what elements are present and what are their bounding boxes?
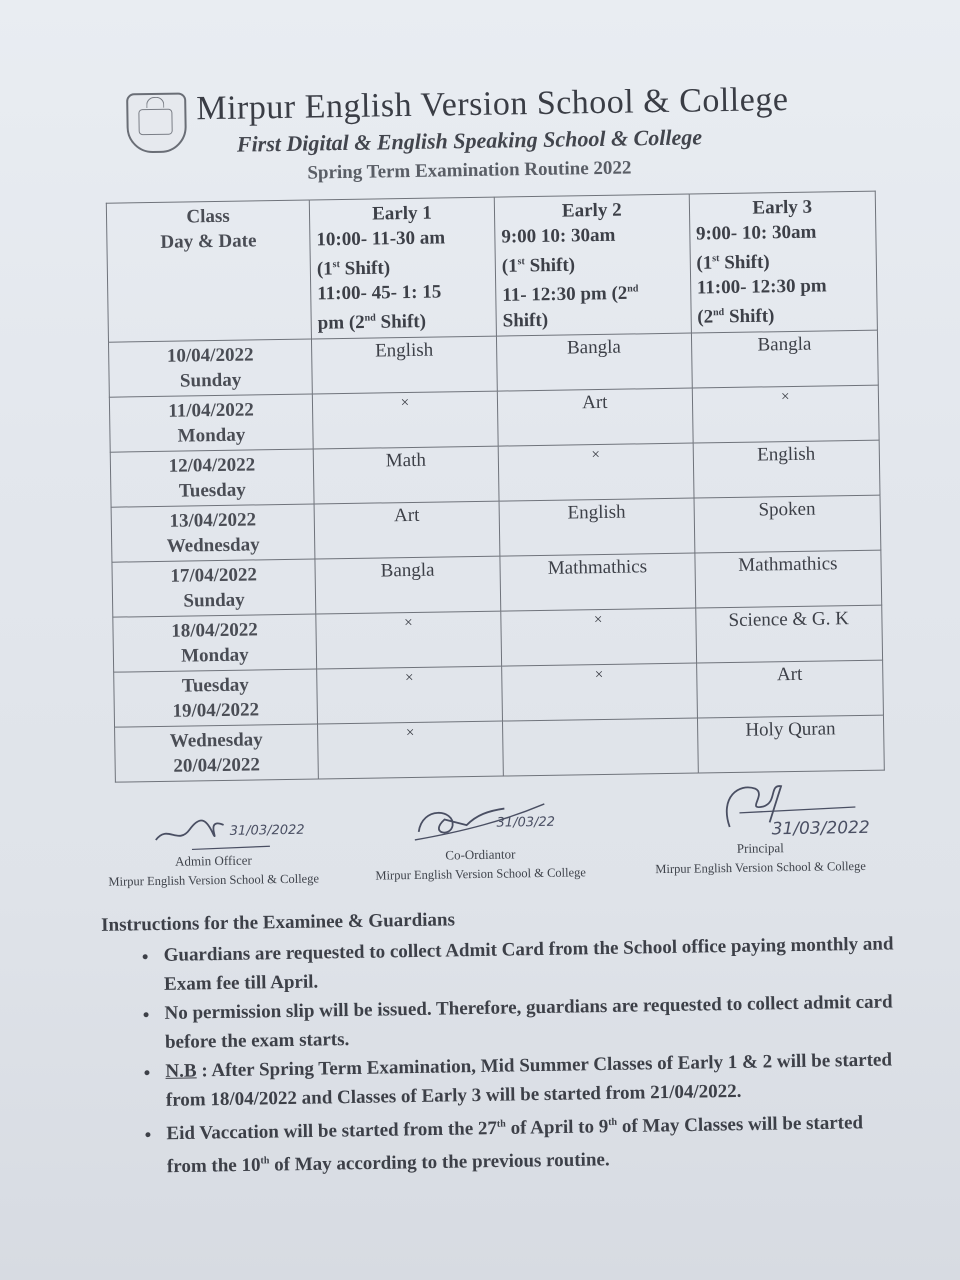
column-title: Early 3: [752, 196, 813, 219]
time-line: (2: [697, 306, 714, 329]
nb-label: N.B: [165, 1060, 197, 1082]
no-exam-cell: ×: [317, 666, 503, 724]
admin-officer-signature: [107, 803, 319, 889]
time-line: 9:00- 10: 30am: [695, 221, 817, 245]
time-line: Shift): [719, 251, 770, 274]
time-line: Shift): [724, 305, 775, 328]
time-sup: st: [517, 256, 525, 268]
document-header: [88, 75, 890, 203]
handwritten-signature-icon: [404, 789, 555, 847]
subject-cell: Mathmathics: [500, 553, 696, 611]
no-exam-cell: ×: [318, 721, 504, 779]
eid-text: Eid Vaccation will be started from the 27: [166, 1117, 498, 1144]
signature-area: [99, 780, 901, 903]
signer-role: Admin Officer: [174, 852, 252, 869]
time-sup: st: [332, 259, 340, 271]
list-item: [162, 1103, 905, 1181]
day-date-cell: [113, 614, 317, 672]
school-name: Mirpur English Version School & College: [196, 81, 789, 128]
time-sup: st: [712, 253, 720, 265]
time-sup: nd: [364, 312, 376, 325]
signature-date: 31/03/2022: [771, 817, 871, 840]
column-header-early-2: [494, 194, 691, 336]
subject-cell: Math: [313, 446, 499, 504]
row-date: 20/04/2022: [173, 754, 261, 777]
subject-cell: Bangla: [315, 556, 501, 614]
eid-text: of May according to the previous routine.: [269, 1149, 610, 1176]
row-day: Sunday: [183, 589, 245, 612]
column-header-early-3: [689, 191, 878, 333]
subject-cell: English: [499, 498, 695, 556]
time-line: 9:00 10: 30am: [501, 224, 616, 248]
list-item: • No permission slip will be issued. Therefore, guardians are requested to collect admit card before the exam starts.: [160, 987, 903, 1057]
nb-text: : After Spring Term Examination, Mid Summer Classes of Early 1 & 2 will be started from 18/04/2022 and Classes of Early 3 will be started from 21/04/2022.: [165, 1049, 893, 1111]
row-day: Sunday: [179, 369, 242, 392]
school-subtitle: First Digital & English Speaking School & College: [236, 124, 703, 157]
subject-cell: Bangla: [496, 333, 692, 391]
row-date: 10/04/2022: [166, 344, 254, 367]
instructions-section: [101, 898, 905, 1182]
row-date: 18/04/2022: [171, 619, 258, 642]
corner-class-label: Class: [186, 205, 230, 228]
exam-title: Spring Term Examination Routine 2022: [307, 157, 632, 184]
handwritten-signature-icon: [659, 775, 871, 842]
signer-role: Co-Ordiantor: [445, 846, 516, 863]
class-date-header: [106, 200, 311, 342]
row-day: Wednesday: [166, 534, 260, 557]
subject-cell: Science & G. K: [695, 605, 882, 663]
corner-date-label: Day & Date: [160, 230, 257, 253]
time-sup: nd: [712, 307, 725, 319]
no-exam-cell: ×: [316, 611, 502, 669]
subject-cell: Art: [314, 501, 500, 559]
day-date-cell: [108, 339, 312, 397]
time-line: Shift): [524, 254, 576, 277]
day-date-cell: [114, 669, 318, 727]
subject-cell: Holy Quran: [697, 715, 884, 773]
signer-role: Principal: [736, 839, 784, 856]
column-header-early-1: [309, 197, 496, 339]
column-title: Early 2: [561, 199, 622, 222]
time-line: 11:00- 45- 1: 15: [317, 281, 442, 305]
day-date-cell: [115, 724, 319, 782]
row-date: 19/04/2022: [172, 699, 260, 722]
time-line: 11:00- 12:30 pm: [696, 275, 827, 299]
time-line: (1: [501, 255, 518, 277]
subject-cell: Bangla: [691, 330, 878, 388]
signature-date: 31/03/2022: [229, 822, 306, 839]
row-day: Monday: [177, 424, 246, 447]
signature-date: 31/03/22: [496, 814, 556, 831]
eid-text: of April to 9: [505, 1115, 609, 1139]
routine-table: [106, 191, 885, 783]
no-exam-cell: ×: [498, 443, 694, 501]
subject-cell: Art: [696, 660, 883, 718]
row-day: Monday: [180, 644, 249, 667]
instructions-list: [101, 929, 905, 1182]
time-sup: nd: [627, 283, 639, 295]
subject-cell: English: [311, 336, 497, 394]
day-date-cell: [109, 394, 313, 452]
eid-sup: th: [608, 1116, 618, 1128]
time-line: Shift): [375, 311, 427, 334]
row-date: 13/04/2022: [169, 509, 257, 532]
signer-institution: Mirpur English Version School & College: [655, 858, 866, 876]
no-exam-cell: ×: [692, 385, 879, 443]
no-exam-cell: ×: [502, 663, 698, 721]
eid-sup: th: [496, 1118, 506, 1130]
day-date-cell: [111, 504, 315, 562]
table-header-row: [106, 191, 877, 342]
eid-sup: th: [260, 1155, 270, 1167]
eid-text: of May Classes will be started from the 10: [166, 1111, 864, 1178]
table-row: [115, 715, 885, 782]
row-date: 12/04/2022: [168, 454, 256, 477]
row-day: Wednesday: [169, 728, 263, 752]
principal-signature: [654, 775, 871, 877]
time-line: pm (2: [317, 312, 365, 335]
row-day: Tuesday: [181, 674, 249, 697]
subject-cell: Art: [497, 388, 693, 446]
no-exam-cell: ×: [312, 391, 498, 449]
row-date: 17/04/2022: [170, 564, 258, 587]
coordinator-signature: [374, 789, 586, 883]
routine-document: [88, 75, 905, 1182]
time-line: 11- 12:30 pm (2: [502, 283, 628, 307]
school-crest-icon: [126, 92, 187, 153]
signer-institution: Mirpur English Version School & College: [375, 864, 587, 883]
instructions-heading: Instructions for the Examinee & Guardians: [100, 908, 456, 936]
subject-cell: English: [693, 440, 880, 498]
empty-cell: [502, 718, 698, 776]
list-item: • Guardians are requested to collect Admit Card from the School office paying monthly and Exam fee till April.: [159, 929, 902, 999]
handwritten-signature-icon: [148, 804, 306, 854]
day-date-cell: [112, 559, 316, 617]
time-line: Shift): [502, 309, 549, 332]
time-line: Shift): [339, 257, 391, 280]
column-title: Early 1: [372, 202, 432, 225]
day-date-cell: [110, 449, 314, 507]
signer-institution: Mirpur English Version School & College: [108, 871, 320, 889]
subject-cell: Mathmathics: [695, 550, 882, 608]
time-line: 10:00- 11-30 am: [316, 227, 446, 251]
time-line: (1: [316, 258, 333, 280]
time-line: (1: [696, 252, 713, 274]
subject-cell: Spoken: [694, 495, 881, 553]
no-exam-cell: ×: [501, 608, 697, 666]
row-day: Tuesday: [178, 479, 246, 502]
row-date: 11/04/2022: [168, 399, 254, 422]
